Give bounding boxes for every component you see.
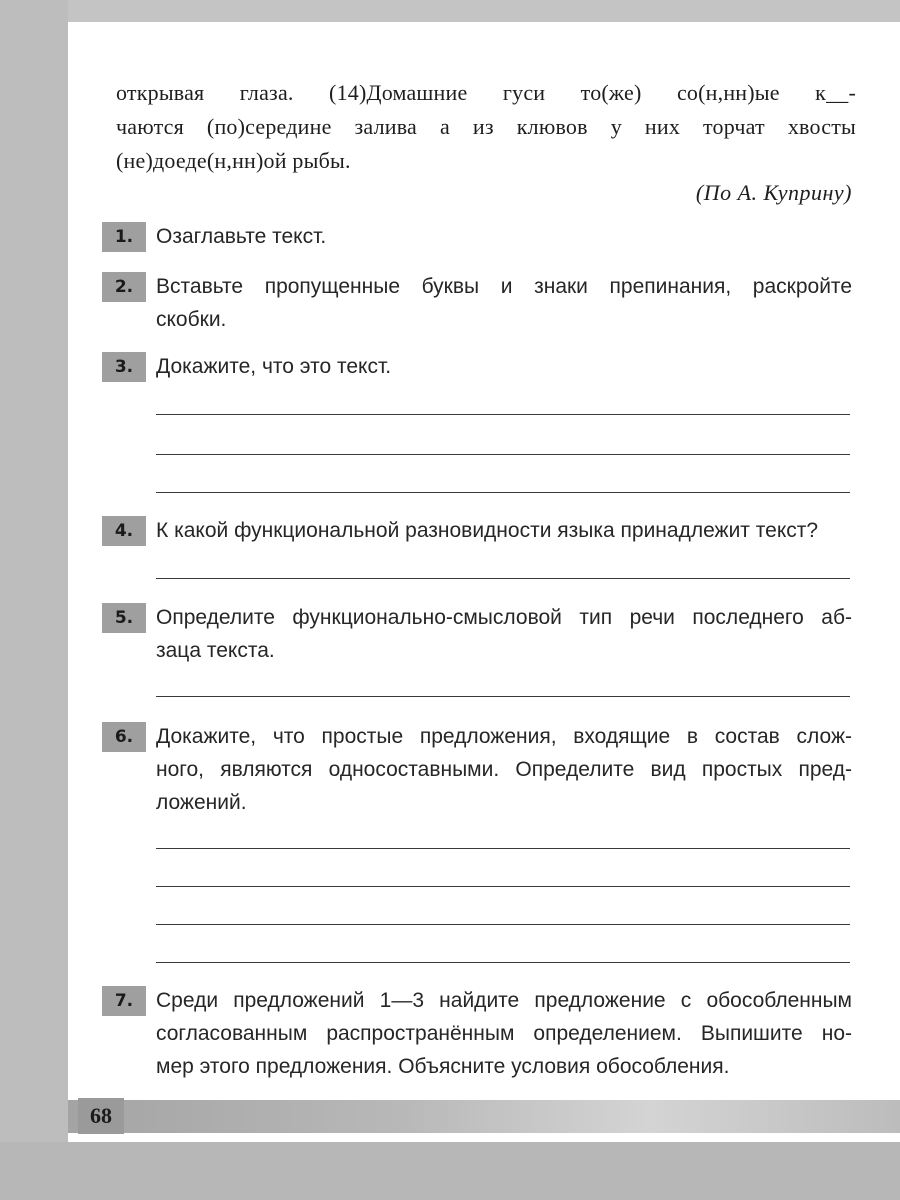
- task-7: [102, 984, 852, 1083]
- footer-band: [68, 1100, 900, 1133]
- task-line: Вставьте пропущенные буквы и знаки препинания, раскройте: [156, 275, 852, 298]
- task-number-badge: 1.: [102, 222, 146, 252]
- passage-line: чаются (по)середине залива а из клювов у них торчат хвосты: [116, 114, 856, 139]
- task-line: ного, являются односоставными. Определите вид простых пред-: [156, 758, 852, 781]
- task-line: Определите функционально-смысловой тип речи последнего аб-: [156, 606, 852, 629]
- task-line: скобки.: [156, 308, 227, 331]
- passage-line: открывая глаза. (14)Домашние гуси то(же) со(н,нн)ые к__-: [116, 80, 856, 105]
- task-number-badge: 7.: [102, 986, 146, 1016]
- scan-background-bottom: [0, 1142, 900, 1200]
- task-number-badge: 3.: [102, 352, 146, 382]
- answer-line[interactable]: [156, 414, 850, 415]
- task-line: мер этого предложения. Объясните условия обособления.: [156, 1055, 730, 1078]
- task-text: [156, 220, 852, 253]
- answer-line[interactable]: [156, 696, 850, 697]
- task-line: согласованным распространённым определением. Выпишите но-: [156, 1022, 852, 1045]
- task-number-badge: 2.: [102, 272, 146, 302]
- task-text: [156, 514, 852, 547]
- task-line: ложений.: [156, 791, 247, 814]
- task-line: заца текста.: [156, 639, 275, 662]
- answer-line[interactable]: [156, 492, 850, 493]
- passage-text: [116, 76, 856, 178]
- task-3: [102, 350, 852, 383]
- answer-line[interactable]: [156, 962, 850, 963]
- scan-background-top: [0, 0, 900, 22]
- answer-line[interactable]: [156, 578, 850, 579]
- answer-line[interactable]: [156, 454, 850, 455]
- task-line: К какой функциональной разновидности языка принадлежит текст?: [156, 519, 819, 542]
- answer-line[interactable]: [156, 886, 850, 887]
- task-4: [102, 514, 852, 547]
- task-number-badge: 6.: [102, 722, 146, 752]
- task-text: [156, 601, 852, 667]
- task-line: Озаглавьте текст.: [156, 225, 327, 248]
- task-5: [102, 601, 852, 667]
- passage-line: (не)доеде(н,нн)ой рыбы.: [116, 148, 351, 173]
- scan-background-left: [0, 0, 68, 1200]
- task-line: Докажите, что это текст.: [156, 355, 392, 378]
- task-line: Докажите, что простые предложения, входящие в состав слож-: [156, 725, 852, 748]
- task-text: [156, 720, 852, 819]
- task-text: [156, 984, 852, 1083]
- task-text: [156, 350, 852, 383]
- task-text: [156, 270, 852, 336]
- answer-line[interactable]: [156, 848, 850, 849]
- task-line: Среди предложений 1—3 найдите предложение с обособленным: [156, 989, 852, 1012]
- task-number-badge: 4.: [102, 516, 146, 546]
- task-6: [102, 720, 852, 819]
- passage-author: (По А. Куприну): [695, 180, 852, 205]
- answer-line[interactable]: [156, 924, 850, 925]
- task-2: [102, 270, 852, 336]
- task-1: [102, 220, 852, 253]
- page-number: 68: [78, 1098, 124, 1134]
- task-number-badge: 5.: [102, 603, 146, 633]
